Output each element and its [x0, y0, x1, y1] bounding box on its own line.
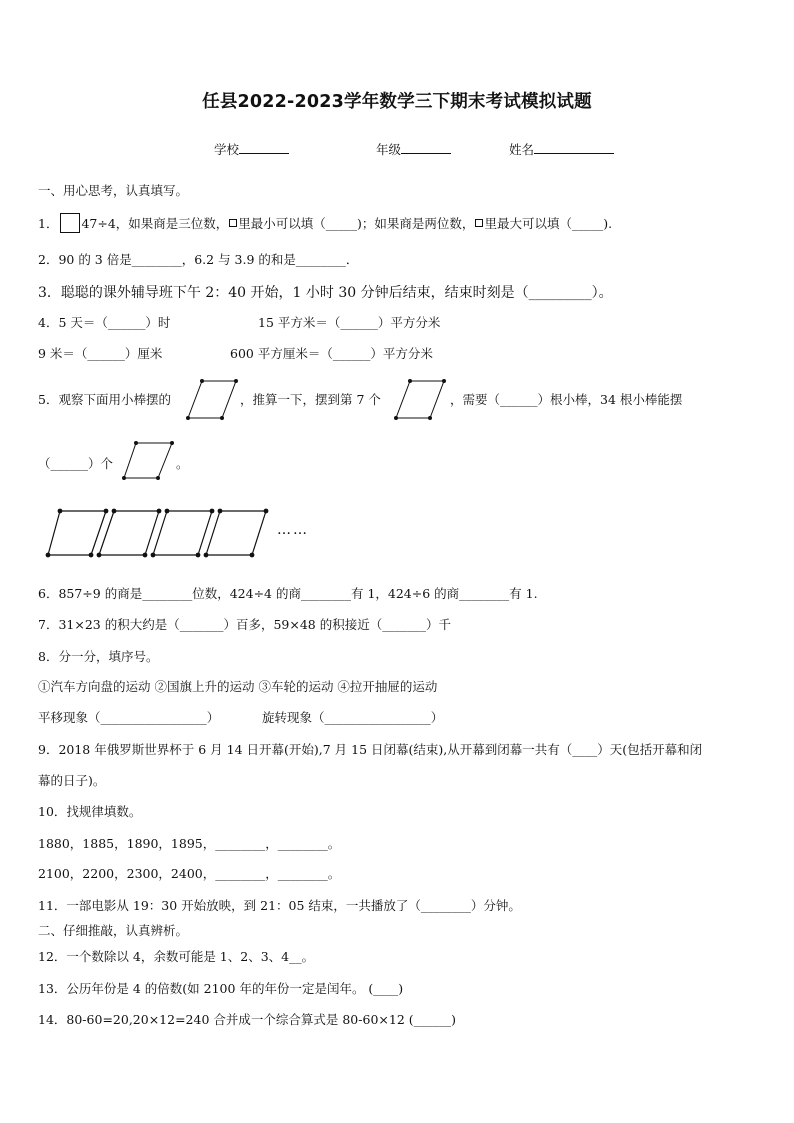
continuation-dots: ……: [277, 522, 309, 538]
question-10-heading: 10．找规律填数。: [38, 804, 142, 819]
school-field: [214, 140, 289, 158]
question-7: 7．31×23 的积大约是（_______）百多，59×48 的积接近（_______）千: [38, 617, 451, 632]
question-4-b: 15 平方米＝（______）平方分米: [258, 315, 441, 330]
page-title: 任县2022-2023学年数学三下期末考试模拟试题: [202, 92, 592, 112]
question-1: 1． 47÷4，如果商是三位数， 里最小可以填（_____)；如果商是两位数， 里最大可以填（_____).: [38, 213, 612, 233]
small-square-icon: [229, 219, 237, 227]
question-4-a: 4．5 天＝（______）时: [38, 315, 171, 330]
question-8-translation: 平移现象（_________________）: [38, 710, 220, 725]
grade-blank: [401, 141, 451, 154]
question-5-c: ，需要（______）根小棒，34 根小棒能摆: [450, 392, 683, 407]
school-label: 学校: [214, 142, 240, 157]
parallelogram-icon: [122, 442, 174, 482]
section-1-heading: 一、用心思考，认真填写。: [38, 183, 189, 198]
grade-label: 年级: [376, 142, 402, 157]
question-9-line-2: 幕的日子)。: [38, 773, 106, 788]
name-blank: [534, 141, 614, 154]
name-label: 姓名: [509, 142, 535, 157]
question-9-line-1: 9．2018 年俄罗斯世界杯于 6 月 14 日开幕(开始),7 月 15 日闭幕(结束),从开幕到闭幕一共有（____）天(包括开幕和闭: [38, 742, 703, 757]
question-5-e: 。: [176, 456, 189, 471]
question-10-row-2: 2100，2200，2300，2400，________，________。: [38, 866, 341, 881]
question-14: 14．80-60=20,20×12=240 合并成一个综合算式是 80-60×12 (______): [38, 1012, 456, 1027]
question-2: 2．90 的 3 倍是________，6.2 与 3.9 的和是________．: [38, 252, 359, 267]
question-8-options: ①汽车方向盘的运动 ②国旗上升的运动 ③车轮的运动 ④拉开抽屉的运动: [38, 679, 438, 694]
question-13: 13．公历年份是 4 的倍数(如 2100 年的年份一定是闰年。 (____): [38, 981, 404, 996]
question-3: 3．聪聪的课外辅导班下午 2：40 开始，1 小时 30 分钟后结束，结束时刻是（_________）。: [38, 285, 613, 301]
question-10-row-1: 1880，1885，1890，1895，________，________。: [38, 836, 341, 851]
question-4-c: 9 米＝（______）厘米: [38, 346, 163, 361]
section-2-heading: 二、仔细推敲，认真辨析。: [38, 923, 189, 938]
blank-square-icon: [60, 213, 80, 233]
question-6: 6．857÷9 的商是________位数，424÷4 的商________有 1，424÷6 的商________有 1.: [38, 586, 538, 601]
parallelogram-chain-figure: [46, 509, 276, 559]
parallelogram-icon: [394, 380, 446, 420]
question-5-d: （______）个: [38, 456, 114, 471]
name-field: [509, 140, 614, 158]
question-5-b: ，推算一下，摆到第 7 个: [240, 392, 381, 407]
question-12: 12．一个数除以 4，余数可能是 1、2、3、4__。: [38, 949, 315, 964]
small-square-icon: [475, 219, 483, 227]
question-4-d: 600 平方厘米＝（______）平方分米: [230, 346, 433, 361]
question-5-a: 5．观察下面用小棒摆的: [38, 392, 171, 407]
question-8-rotation: 旋转现象（_________________）: [262, 710, 444, 725]
parallelogram-icon: [186, 380, 238, 420]
question-11: 11．一部电影从 19：30 开始放映，到 21：05 结束，一共播放了（________）分钟。: [38, 898, 521, 913]
grade-field: [376, 140, 451, 158]
question-8-heading: 8．分一分，填序号。: [38, 649, 159, 664]
school-blank: [239, 141, 289, 154]
